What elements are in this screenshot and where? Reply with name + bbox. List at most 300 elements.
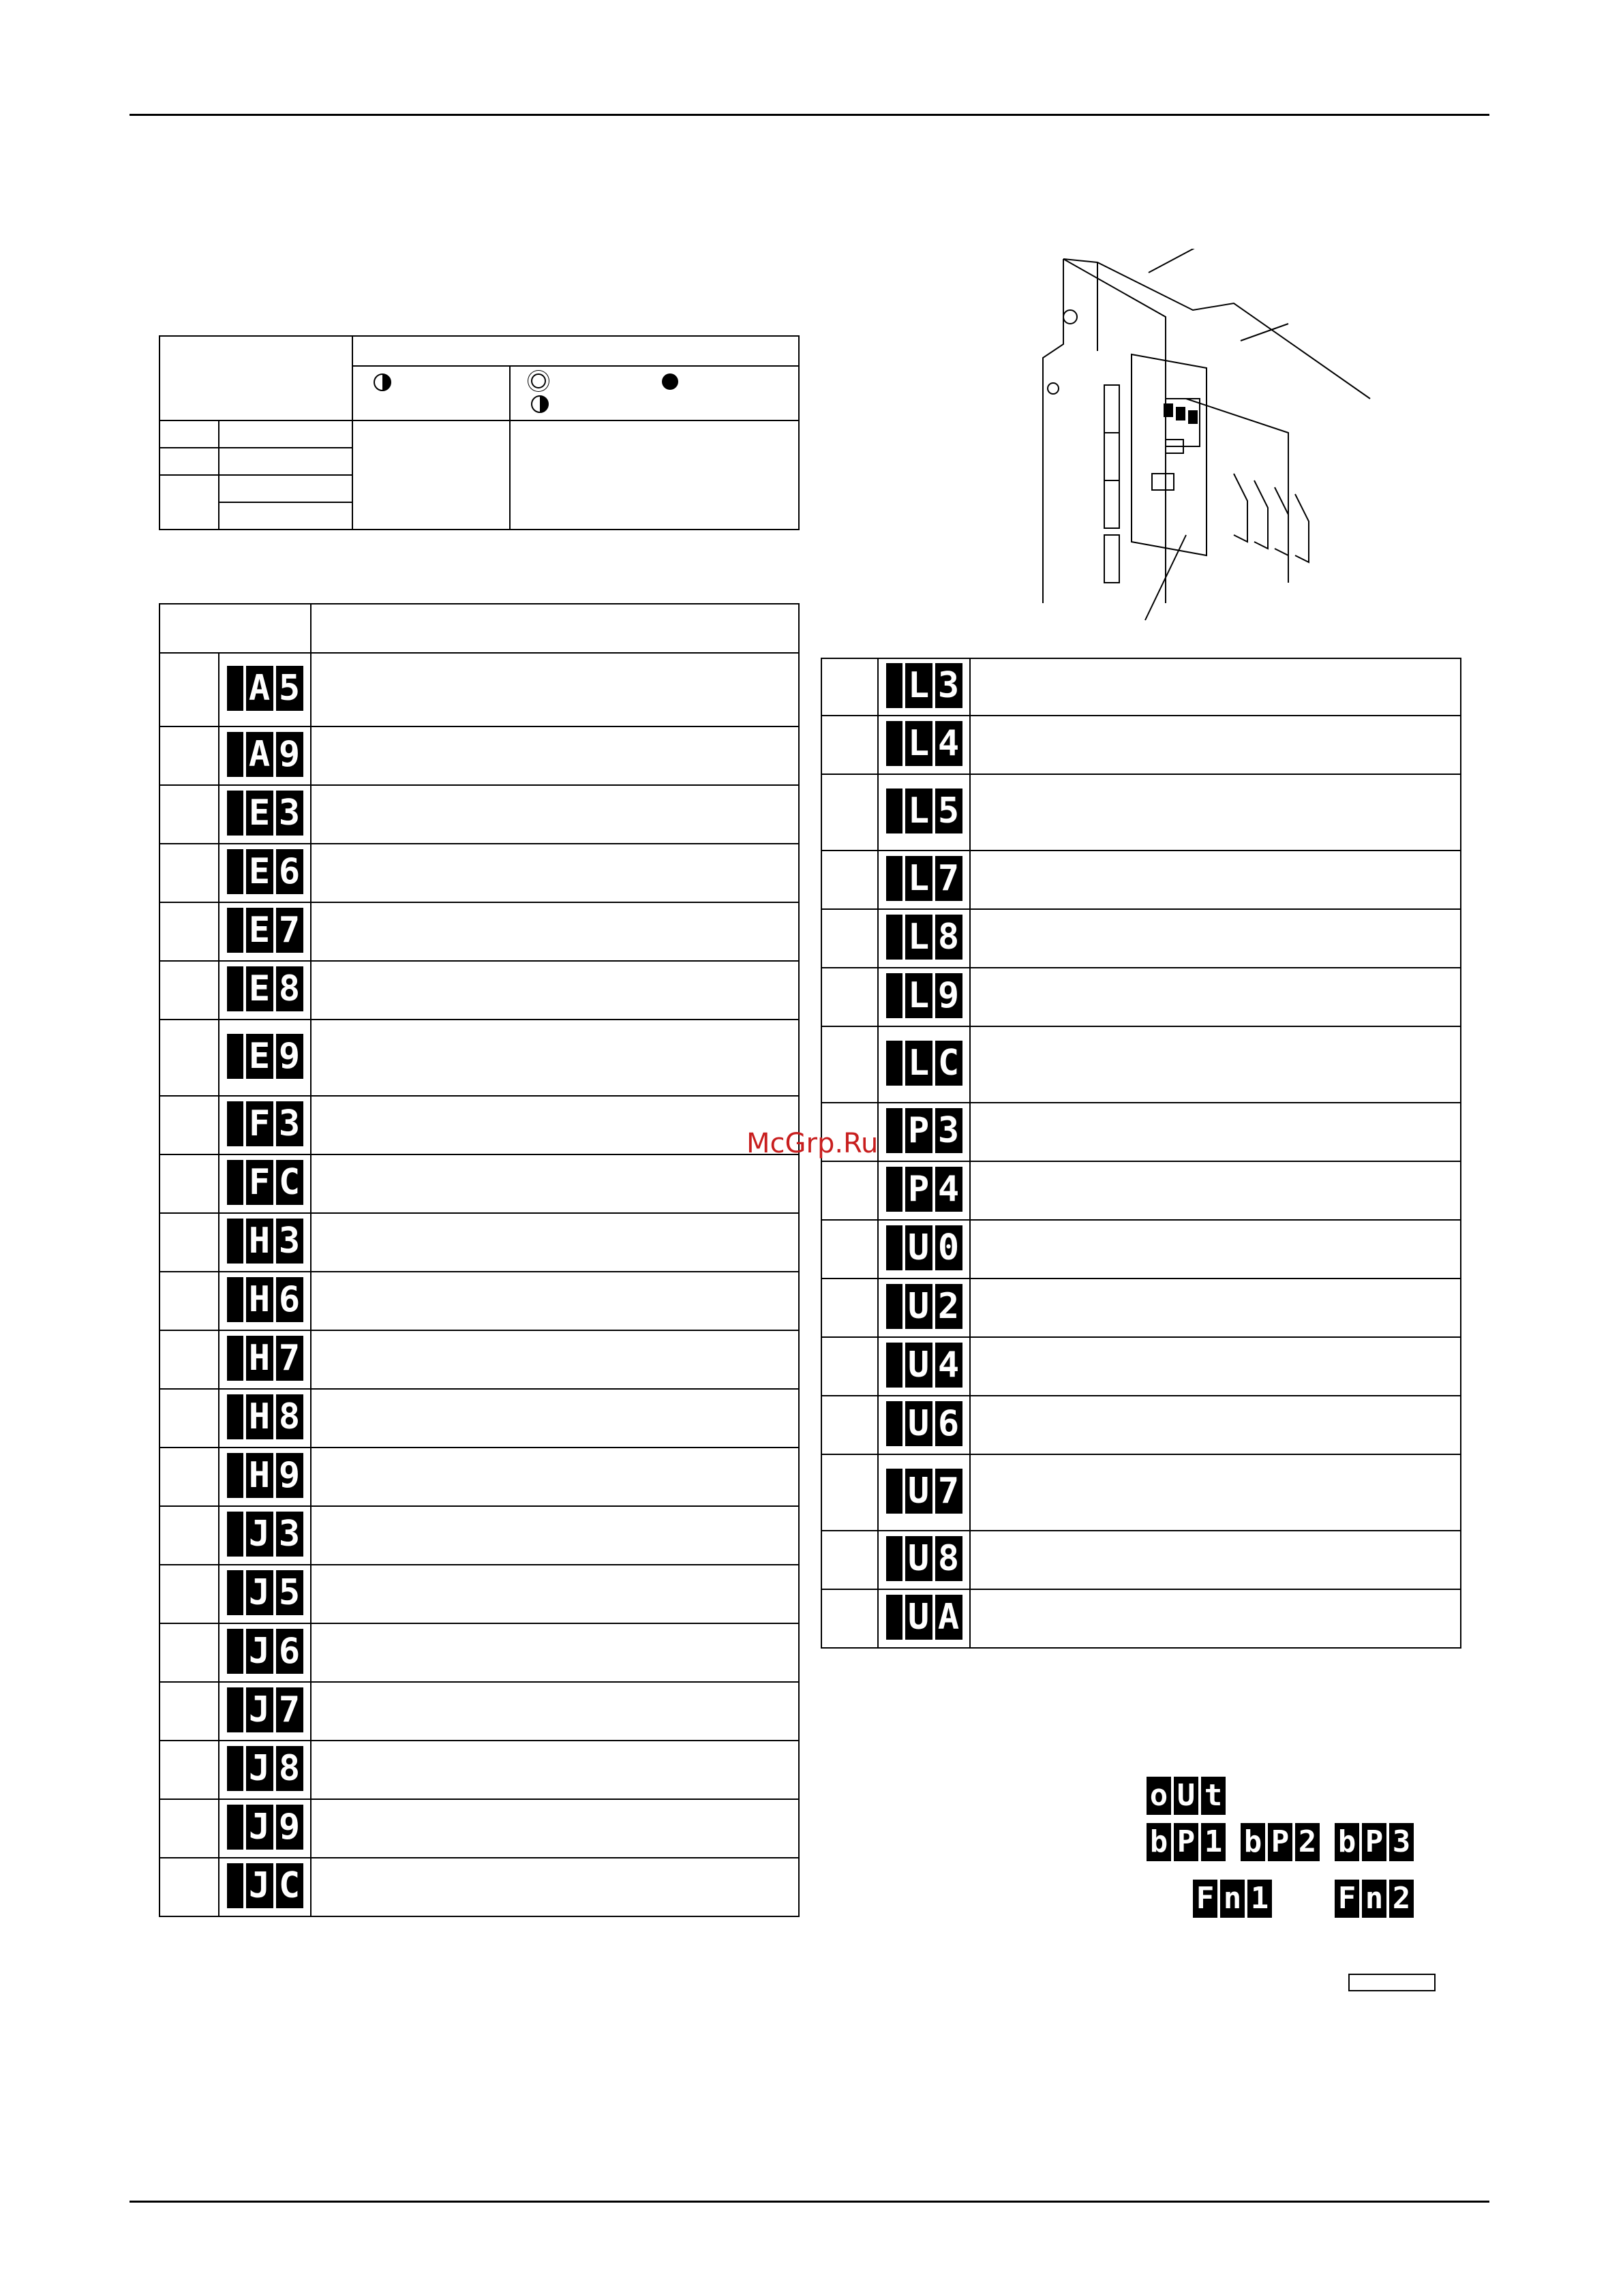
lcd-code-display — [227, 908, 303, 953]
table-row — [821, 1454, 1461, 1531]
lcd-char: 4 — [935, 1167, 962, 1212]
lcd-block-segment — [886, 789, 902, 833]
table-row — [160, 961, 799, 1020]
lcd-code-display — [1335, 1880, 1414, 1918]
error-code-cell — [219, 902, 311, 961]
lcd-block-segment — [227, 791, 243, 836]
error-description-cell — [970, 968, 1461, 1026]
lcd-char: 3 — [935, 663, 962, 708]
lcd-char: b — [1147, 1823, 1171, 1861]
error-description-cell — [970, 1337, 1461, 1396]
table-row — [160, 1154, 799, 1213]
row-index-cell — [160, 902, 219, 961]
table-row — [160, 1330, 799, 1389]
lcd-code-display — [1147, 1823, 1226, 1861]
lcd-code-display — [886, 721, 962, 766]
lcd-char: 9 — [276, 1453, 303, 1498]
lcd-char: 3 — [276, 1512, 303, 1557]
lcd-char: A — [246, 732, 273, 777]
led-row-value — [219, 502, 352, 530]
lcd-char: 7 — [276, 1687, 303, 1732]
table-row — [821, 1337, 1461, 1396]
table-row — [160, 902, 799, 961]
error-code-cell — [878, 658, 970, 716]
error-description-cell — [311, 1506, 799, 1565]
legend-row-fn — [1193, 1880, 1414, 1918]
footer-rule — [130, 2201, 1489, 2203]
error-code-cell — [878, 1589, 970, 1648]
error-code-cell — [219, 844, 311, 902]
lcd-block-segment — [886, 663, 902, 708]
lit-icon — [531, 373, 546, 388]
lcd-char: 2 — [1389, 1880, 1414, 1918]
lcd-char: J — [246, 1863, 273, 1908]
code-table-header-desc — [311, 604, 799, 653]
table-row — [160, 653, 799, 726]
lcd-char: J — [246, 1687, 273, 1732]
lcd-char: F — [1335, 1880, 1359, 1918]
lcd-char: J — [246, 1805, 273, 1850]
legend-row-out — [1147, 1777, 1226, 1815]
lcd-char: C — [276, 1863, 303, 1908]
lcd-code-display — [227, 1687, 303, 1732]
row-index-cell — [160, 726, 219, 785]
lcd-code-display — [227, 732, 303, 777]
half-lit-icon — [374, 373, 391, 391]
lcd-char: J — [246, 1746, 273, 1791]
row-index-cell — [821, 1589, 878, 1648]
lcd-char: U — [905, 1225, 932, 1270]
lcd-char: b — [1335, 1823, 1359, 1861]
lcd-code-display — [886, 1343, 962, 1388]
lcd-char: J — [246, 1570, 273, 1615]
lcd-char: b — [1241, 1823, 1265, 1861]
row-index-cell — [160, 653, 219, 726]
lcd-char: 7 — [276, 908, 303, 953]
lcd-block-segment — [227, 849, 243, 894]
led-row-label — [160, 475, 219, 530]
lcd-char: 8 — [276, 1746, 303, 1791]
lcd-char: U — [905, 1343, 932, 1388]
error-code-table-right — [821, 658, 1461, 1649]
lcd-code-display — [227, 791, 303, 836]
lcd-char: P — [1268, 1823, 1292, 1861]
row-index-cell — [821, 851, 878, 909]
error-description-cell — [970, 1103, 1461, 1161]
lcd-char: 5 — [935, 789, 962, 833]
lcd-char: L — [905, 856, 932, 901]
error-code-cell — [219, 653, 311, 726]
error-description-cell — [311, 1741, 799, 1799]
lcd-char: 6 — [276, 849, 303, 894]
lcd-char: F — [246, 1160, 273, 1205]
page-tag-box — [1348, 1974, 1436, 1991]
error-code-cell — [219, 1096, 311, 1154]
control-board-illustration — [1029, 249, 1384, 630]
table-row — [160, 726, 799, 785]
lcd-code-display — [227, 1394, 303, 1439]
led-table-header — [352, 336, 799, 366]
lcd-char: L — [905, 663, 932, 708]
table-row — [821, 1589, 1461, 1648]
lcd-char: C — [276, 1160, 303, 1205]
led-table-corner — [160, 336, 352, 420]
lcd-block-segment — [886, 721, 902, 766]
lcd-char: 2 — [935, 1284, 962, 1329]
error-code-cell — [219, 1272, 311, 1330]
table-row — [821, 1279, 1461, 1337]
error-code-cell — [219, 961, 311, 1020]
lcd-block-segment — [227, 1570, 243, 1615]
header-rule — [130, 114, 1489, 116]
lcd-block-segment — [886, 1536, 902, 1581]
lcd-code-display — [227, 1512, 303, 1557]
lcd-char: C — [935, 1041, 962, 1086]
led-col-half — [352, 366, 510, 420]
lcd-block-segment — [227, 966, 243, 1011]
error-description-cell — [970, 909, 1461, 968]
lcd-block-segment — [227, 1394, 243, 1439]
lcd-char: E — [246, 908, 273, 953]
legend-row-bp — [1147, 1823, 1414, 1861]
lcd-char: H — [246, 1277, 273, 1322]
row-index-cell — [821, 1026, 878, 1103]
error-code-cell — [878, 716, 970, 774]
error-code-cell — [878, 1337, 970, 1396]
error-description-cell — [311, 726, 799, 785]
error-code-cell — [219, 1020, 311, 1096]
error-code-cell — [219, 1389, 311, 1448]
watermark: McGrp.Ru — [746, 1128, 879, 1159]
error-code-table-left — [159, 603, 800, 1917]
half-lit-icon — [531, 395, 549, 413]
lcd-char: F — [1193, 1880, 1217, 1918]
lcd-block-segment — [886, 1401, 902, 1446]
row-index-cell — [821, 1279, 878, 1337]
off-icon — [662, 373, 678, 390]
lcd-char: 4 — [935, 1343, 962, 1388]
lcd-char: U — [1174, 1777, 1198, 1815]
row-index-cell — [821, 1454, 878, 1531]
error-description-cell — [311, 1623, 799, 1682]
error-code-cell — [219, 1330, 311, 1389]
lcd-code-display — [227, 966, 303, 1011]
lcd-code-display — [886, 915, 962, 960]
lcd-block-segment — [227, 1687, 243, 1732]
lcd-block-segment — [227, 666, 243, 711]
lcd-char: 3 — [276, 1101, 303, 1146]
led-row-label — [160, 420, 219, 448]
lcd-char: J — [246, 1512, 273, 1557]
lcd-block-segment — [886, 1469, 902, 1514]
error-description-cell — [970, 1589, 1461, 1648]
error-description-cell — [970, 774, 1461, 851]
lcd-char: t — [1201, 1777, 1226, 1815]
code-table-header-code — [160, 604, 311, 653]
lcd-char: E — [246, 1034, 273, 1079]
lcd-char: o — [1147, 1777, 1171, 1815]
row-index-cell — [160, 1020, 219, 1096]
lcd-code-display — [886, 1041, 962, 1086]
lcd-char: L — [905, 1041, 932, 1086]
error-description-cell — [970, 1026, 1461, 1103]
lcd-code-display — [886, 856, 962, 901]
lcd-char: 2 — [1295, 1823, 1320, 1861]
table-row — [160, 1213, 799, 1272]
lcd-char: P — [905, 1108, 932, 1153]
lcd-block-segment — [886, 1167, 902, 1212]
error-description-cell — [311, 785, 799, 844]
lcd-code-display — [886, 1401, 962, 1446]
error-description-cell — [311, 844, 799, 902]
lcd-code-display — [1147, 1777, 1226, 1815]
error-code-cell — [219, 726, 311, 785]
error-description-cell — [970, 1279, 1461, 1337]
error-description-cell — [311, 1213, 799, 1272]
lcd-char: U — [905, 1401, 932, 1446]
lcd-code-display — [886, 1536, 962, 1581]
led-row-value — [219, 475, 352, 502]
error-code-cell — [219, 1213, 311, 1272]
lcd-code-display — [227, 666, 303, 711]
error-description-cell — [970, 1454, 1461, 1531]
lcd-block-segment — [886, 973, 902, 1018]
lcd-char: A — [935, 1595, 962, 1640]
row-index-cell — [160, 1506, 219, 1565]
row-index-cell — [160, 1799, 219, 1858]
error-description-cell — [311, 961, 799, 1020]
lcd-char: L — [905, 973, 932, 1018]
lcd-block-segment — [227, 1160, 243, 1205]
lcd-char: L — [905, 915, 932, 960]
row-index-cell — [160, 1154, 219, 1213]
table-row — [160, 1272, 799, 1330]
led-row-value — [219, 420, 352, 448]
table-row — [160, 1682, 799, 1741]
lcd-char: 5 — [276, 666, 303, 711]
lcd-block-segment — [227, 1101, 243, 1146]
lcd-char: P — [1362, 1823, 1386, 1861]
error-description-cell — [311, 1565, 799, 1623]
row-index-cell — [160, 1858, 219, 1916]
table-row — [160, 1741, 799, 1799]
lcd-block-segment — [886, 856, 902, 901]
table-row — [821, 909, 1461, 968]
lcd-char: 6 — [276, 1629, 303, 1674]
lcd-char: 8 — [935, 915, 962, 960]
lcd-char: 3 — [276, 791, 303, 836]
lcd-char: E — [246, 791, 273, 836]
lcd-char: 5 — [276, 1570, 303, 1615]
row-index-cell — [821, 774, 878, 851]
lcd-block-segment — [227, 1219, 243, 1264]
lcd-block-segment — [886, 1108, 902, 1153]
lcd-char: 1 — [1247, 1880, 1272, 1918]
lcd-code-display — [227, 1453, 303, 1498]
row-index-cell — [821, 1531, 878, 1589]
error-description-cell — [311, 1020, 799, 1096]
lcd-code-display — [227, 1805, 303, 1850]
lcd-char: 8 — [935, 1536, 962, 1581]
table-row — [821, 716, 1461, 774]
lcd-char: 3 — [276, 1219, 303, 1264]
lcd-block-segment — [886, 1041, 902, 1086]
row-index-cell — [160, 1330, 219, 1389]
led-status-table — [159, 335, 800, 530]
lcd-code-display — [1241, 1823, 1320, 1861]
error-description-cell — [311, 902, 799, 961]
lcd-char: 3 — [935, 1108, 962, 1153]
error-code-cell — [878, 1531, 970, 1589]
led-merged-cell — [352, 420, 510, 530]
lcd-code-display — [886, 789, 962, 833]
lcd-code-display — [227, 1160, 303, 1205]
lcd-char: 6 — [276, 1277, 303, 1322]
row-index-cell — [821, 1396, 878, 1454]
table-row — [160, 1623, 799, 1682]
row-index-cell — [160, 844, 219, 902]
lcd-code-display — [886, 663, 962, 708]
lcd-block-segment — [227, 1336, 243, 1381]
error-code-cell — [219, 1682, 311, 1741]
lcd-char: J — [246, 1629, 273, 1674]
lcd-code-display — [227, 1629, 303, 1674]
table-row — [160, 844, 799, 902]
lcd-char: 9 — [276, 1034, 303, 1079]
row-index-cell — [160, 1565, 219, 1623]
lcd-char: H — [246, 1219, 273, 1264]
table-row — [160, 1858, 799, 1916]
error-code-cell — [219, 1154, 311, 1213]
lcd-char: 7 — [935, 1469, 962, 1514]
row-index-cell — [160, 1741, 219, 1799]
row-index-cell — [160, 1272, 219, 1330]
row-index-cell — [160, 961, 219, 1020]
lcd-block-segment — [227, 1805, 243, 1850]
lcd-code-display — [227, 849, 303, 894]
row-index-cell — [160, 1213, 219, 1272]
error-code-cell — [219, 1448, 311, 1506]
table-row — [160, 1448, 799, 1506]
error-code-cell — [878, 1279, 970, 1337]
error-description-cell — [311, 653, 799, 726]
lcd-block-segment — [227, 1863, 243, 1908]
table-row — [821, 1103, 1461, 1161]
led-merged-cell — [510, 420, 799, 530]
error-description-cell — [311, 1448, 799, 1506]
lcd-char: E — [246, 849, 273, 894]
lcd-block-segment — [227, 1453, 243, 1498]
lcd-code-display — [886, 1595, 962, 1640]
row-index-cell — [160, 1623, 219, 1682]
row-index-cell — [821, 1337, 878, 1396]
error-code-cell — [878, 909, 970, 968]
error-code-cell — [878, 851, 970, 909]
lcd-code-display — [227, 1336, 303, 1381]
error-code-cell — [878, 1103, 970, 1161]
lcd-code-display — [886, 1167, 962, 1212]
lcd-char: 4 — [935, 721, 962, 766]
lcd-char: n — [1362, 1880, 1386, 1918]
led-row-label — [160, 448, 219, 475]
error-code-cell — [219, 785, 311, 844]
error-code-cell — [219, 1741, 311, 1799]
lcd-block-segment — [886, 915, 902, 960]
error-code-cell — [219, 1623, 311, 1682]
row-index-cell — [821, 1161, 878, 1220]
lcd-code-display — [886, 973, 962, 1018]
row-index-cell — [821, 658, 878, 716]
error-description-cell — [311, 1389, 799, 1448]
error-code-cell — [878, 1396, 970, 1454]
lcd-code-display — [1335, 1823, 1414, 1861]
error-code-cell — [219, 1858, 311, 1916]
lcd-char: U — [905, 1595, 932, 1640]
lcd-block-segment — [886, 1284, 902, 1329]
lcd-char: H — [246, 1453, 273, 1498]
table-row — [821, 774, 1461, 851]
lcd-block-segment — [227, 1746, 243, 1791]
table-row — [821, 1531, 1461, 1589]
row-index-cell — [821, 968, 878, 1026]
row-index-cell — [160, 1448, 219, 1506]
error-code-cell — [219, 1506, 311, 1565]
lcd-char: 8 — [276, 966, 303, 1011]
error-description-cell — [311, 1330, 799, 1389]
table-row — [160, 785, 799, 844]
lcd-code-display — [227, 1034, 303, 1079]
error-code-cell — [878, 1161, 970, 1220]
lcd-code-display — [886, 1225, 962, 1270]
lcd-block-segment — [886, 1225, 902, 1270]
lcd-char: 1 — [1201, 1823, 1226, 1861]
lcd-code-display — [886, 1469, 962, 1514]
table-row — [160, 1389, 799, 1448]
lcd-char: P — [905, 1167, 932, 1212]
row-index-cell — [160, 785, 219, 844]
lcd-char: F — [246, 1101, 273, 1146]
lcd-code-display — [227, 1746, 303, 1791]
lcd-code-display — [227, 1863, 303, 1908]
row-index-cell — [160, 1389, 219, 1448]
error-description-cell — [970, 1531, 1461, 1589]
error-description-cell — [970, 716, 1461, 774]
error-code-cell — [878, 1220, 970, 1279]
error-description-cell — [311, 1154, 799, 1213]
lcd-char: A — [246, 666, 273, 711]
row-index-cell — [160, 1682, 219, 1741]
table-row — [821, 851, 1461, 909]
error-description-cell — [970, 1396, 1461, 1454]
lcd-block-segment — [886, 1595, 902, 1640]
lcd-char: U — [905, 1536, 932, 1581]
lcd-block-segment — [227, 1034, 243, 1079]
lcd-char: 7 — [935, 856, 962, 901]
error-code-cell — [878, 1026, 970, 1103]
error-code-cell — [219, 1799, 311, 1858]
table-row — [160, 1565, 799, 1623]
row-index-cell — [821, 1220, 878, 1279]
lcd-block-segment — [227, 1277, 243, 1322]
lcd-char: 8 — [276, 1394, 303, 1439]
lcd-char: 9 — [276, 732, 303, 777]
lcd-char: 0 — [935, 1225, 962, 1270]
error-description-cell — [970, 658, 1461, 716]
table-row — [160, 1020, 799, 1096]
lcd-code-display — [886, 1108, 962, 1153]
lcd-char: U — [905, 1284, 932, 1329]
lcd-code-display — [886, 1284, 962, 1329]
